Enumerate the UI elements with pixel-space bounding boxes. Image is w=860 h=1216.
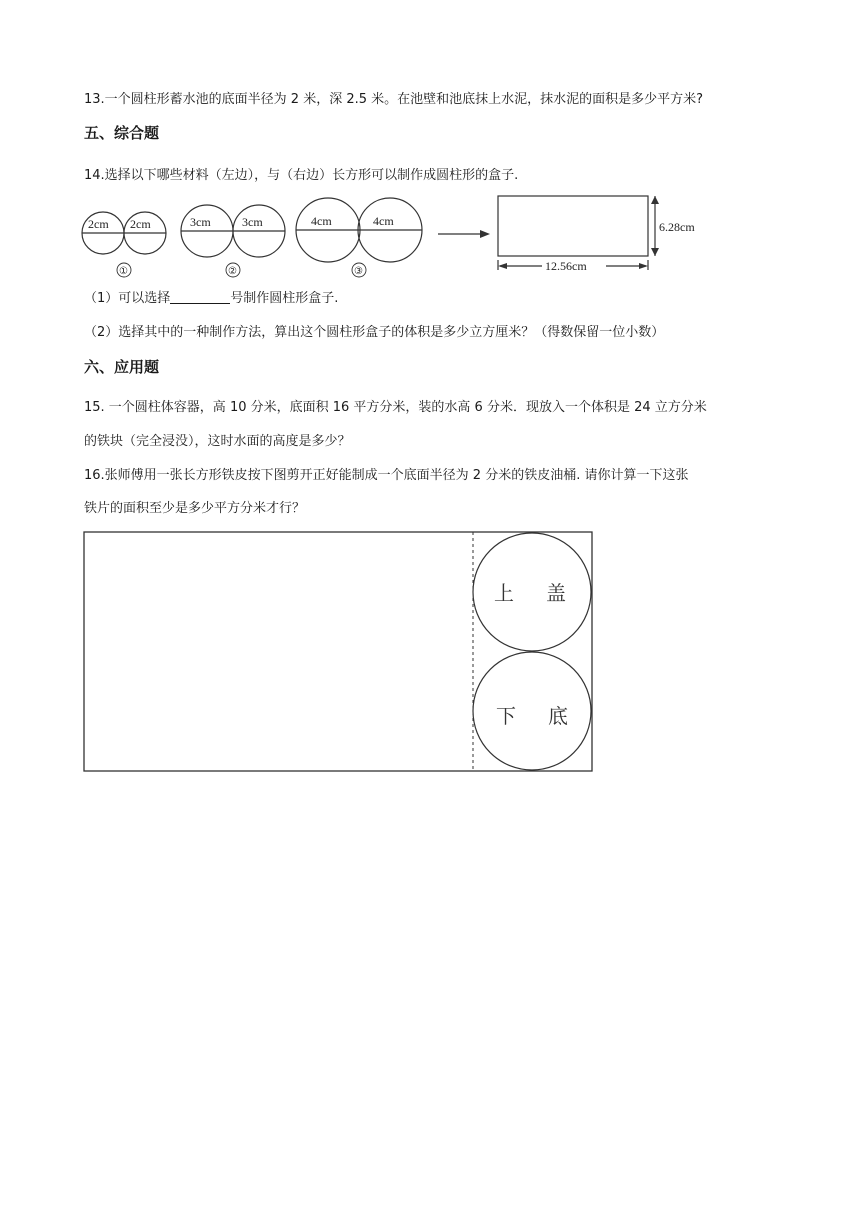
bottom-base-label-1: 下 <box>496 706 516 728</box>
question-15-line-2: 的铁块（完全浸没），这时水面的高度是多少？ <box>84 434 351 449</box>
target-rectangle <box>498 196 648 256</box>
option-1-label-right: 2cm <box>130 217 151 231</box>
part-1-suffix: 号制作圆柱形盒子. <box>230 291 339 306</box>
option-3-number: ③ <box>354 266 363 277</box>
option-2-number: ② <box>228 266 237 277</box>
bottom-base-circle <box>473 652 591 770</box>
sheet-cutting-figure <box>80 528 600 776</box>
option-2-label-left: 3cm <box>190 215 211 229</box>
option-3-label-right: 4cm <box>373 214 394 228</box>
bottom-base-label-2: 底 <box>548 706 568 728</box>
top-lid-circle <box>473 533 591 651</box>
materials-figure <box>80 190 720 290</box>
option-1-number: ① <box>119 266 128 277</box>
question-14-part-2: （2）选择其中的一种制作方法，算出这个圆柱形盒子的体积是多少立方厘米？（得数保留一位小数） <box>84 325 665 340</box>
iron-sheet-rectangle <box>84 532 592 771</box>
question-13: 13.一个圆柱形蓄水池的底面半径为 2 米，深 2.5 米。在池壁和池底抹上水泥，抹水泥的面积是多少平方米? <box>84 92 704 107</box>
top-lid-label-1: 上 <box>494 583 514 605</box>
question-16-line-2: 铁片的面积至少是多少平方分米才行？ <box>84 501 306 516</box>
section-5-heading: 五、综合题 <box>84 124 160 142</box>
answer-blank[interactable] <box>170 289 230 304</box>
question-15-line-1: 15. 一个圆柱体容器，高 10 分米，底面积 16 平方分米，装的水高 6 分米．现放入一个体积是 24 立方分米 <box>84 400 707 415</box>
option-3-label-left: 4cm <box>311 214 332 228</box>
question-14: 14.选择以下哪些材料（左边），与（右边）长方形可以制作成圆柱形的盒子. <box>84 168 519 183</box>
question-14-part-1 <box>84 289 338 309</box>
option-1-label-left: 2cm <box>88 217 109 231</box>
question-16-line-1: 16.张师傅用一张长方形铁皮按下图剪开正好能制成一个底面半径为 2 分米的铁皮油桶. 请你计算一下这张 <box>84 468 689 483</box>
section-6-heading: 六、应用题 <box>84 358 160 376</box>
option-2-label-right: 3cm <box>242 215 263 229</box>
rect-width-label: 12.56cm <box>545 259 587 273</box>
rect-height-label: 6.28cm <box>659 220 695 234</box>
top-lid-label-2: 盖 <box>546 583 566 605</box>
part-1-prefix: （1）可以选择 <box>84 291 171 306</box>
